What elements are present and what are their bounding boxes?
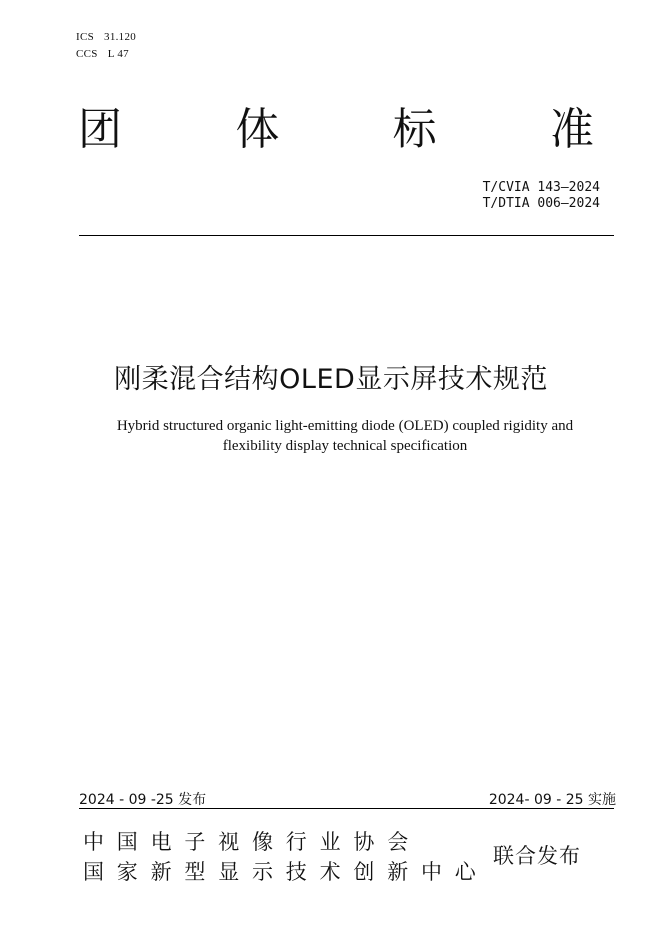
bottom-divider <box>79 808 614 809</box>
title-english: Hybrid structured organic light-emitting diode (OLED) coupled rigidity and flexibility display technical specification <box>116 418 574 454</box>
standard-number: T/DTIA 006—2024 <box>482 196 600 211</box>
standard-number: T/CVIA 143—2024 <box>482 180 600 195</box>
ics-code: 31.120 <box>104 31 137 43</box>
standard-type-char: 团 <box>78 104 122 155</box>
standard-type-char: 准 <box>549 104 594 155</box>
ccs-classification <box>76 48 129 60</box>
ccs-code: L 47 <box>107 48 129 60</box>
joint-release-label: 联合发布 <box>493 844 581 868</box>
standard-numbers <box>483 180 600 212</box>
standard-type-char: 标 <box>392 104 437 155</box>
implementation-date: 2024- 09 - 25 实施 <box>488 792 616 808</box>
ics-classification <box>76 31 136 43</box>
ccs-label: CCS <box>76 48 98 60</box>
publisher-2: 国家新型显示技术创新中心 <box>83 860 489 884</box>
standard-type-heading <box>78 100 594 160</box>
standard-type-char: 体 <box>235 104 280 155</box>
top-divider <box>79 235 614 236</box>
publisher-1: 中国电子视像行业协会 <box>83 830 421 854</box>
ics-label: ICS <box>76 31 95 43</box>
issue-date: 2024 - 09 -25 发布 <box>79 792 207 808</box>
title-chinese: 刚柔混合结构OLED显示屏技术规范 <box>114 364 548 395</box>
